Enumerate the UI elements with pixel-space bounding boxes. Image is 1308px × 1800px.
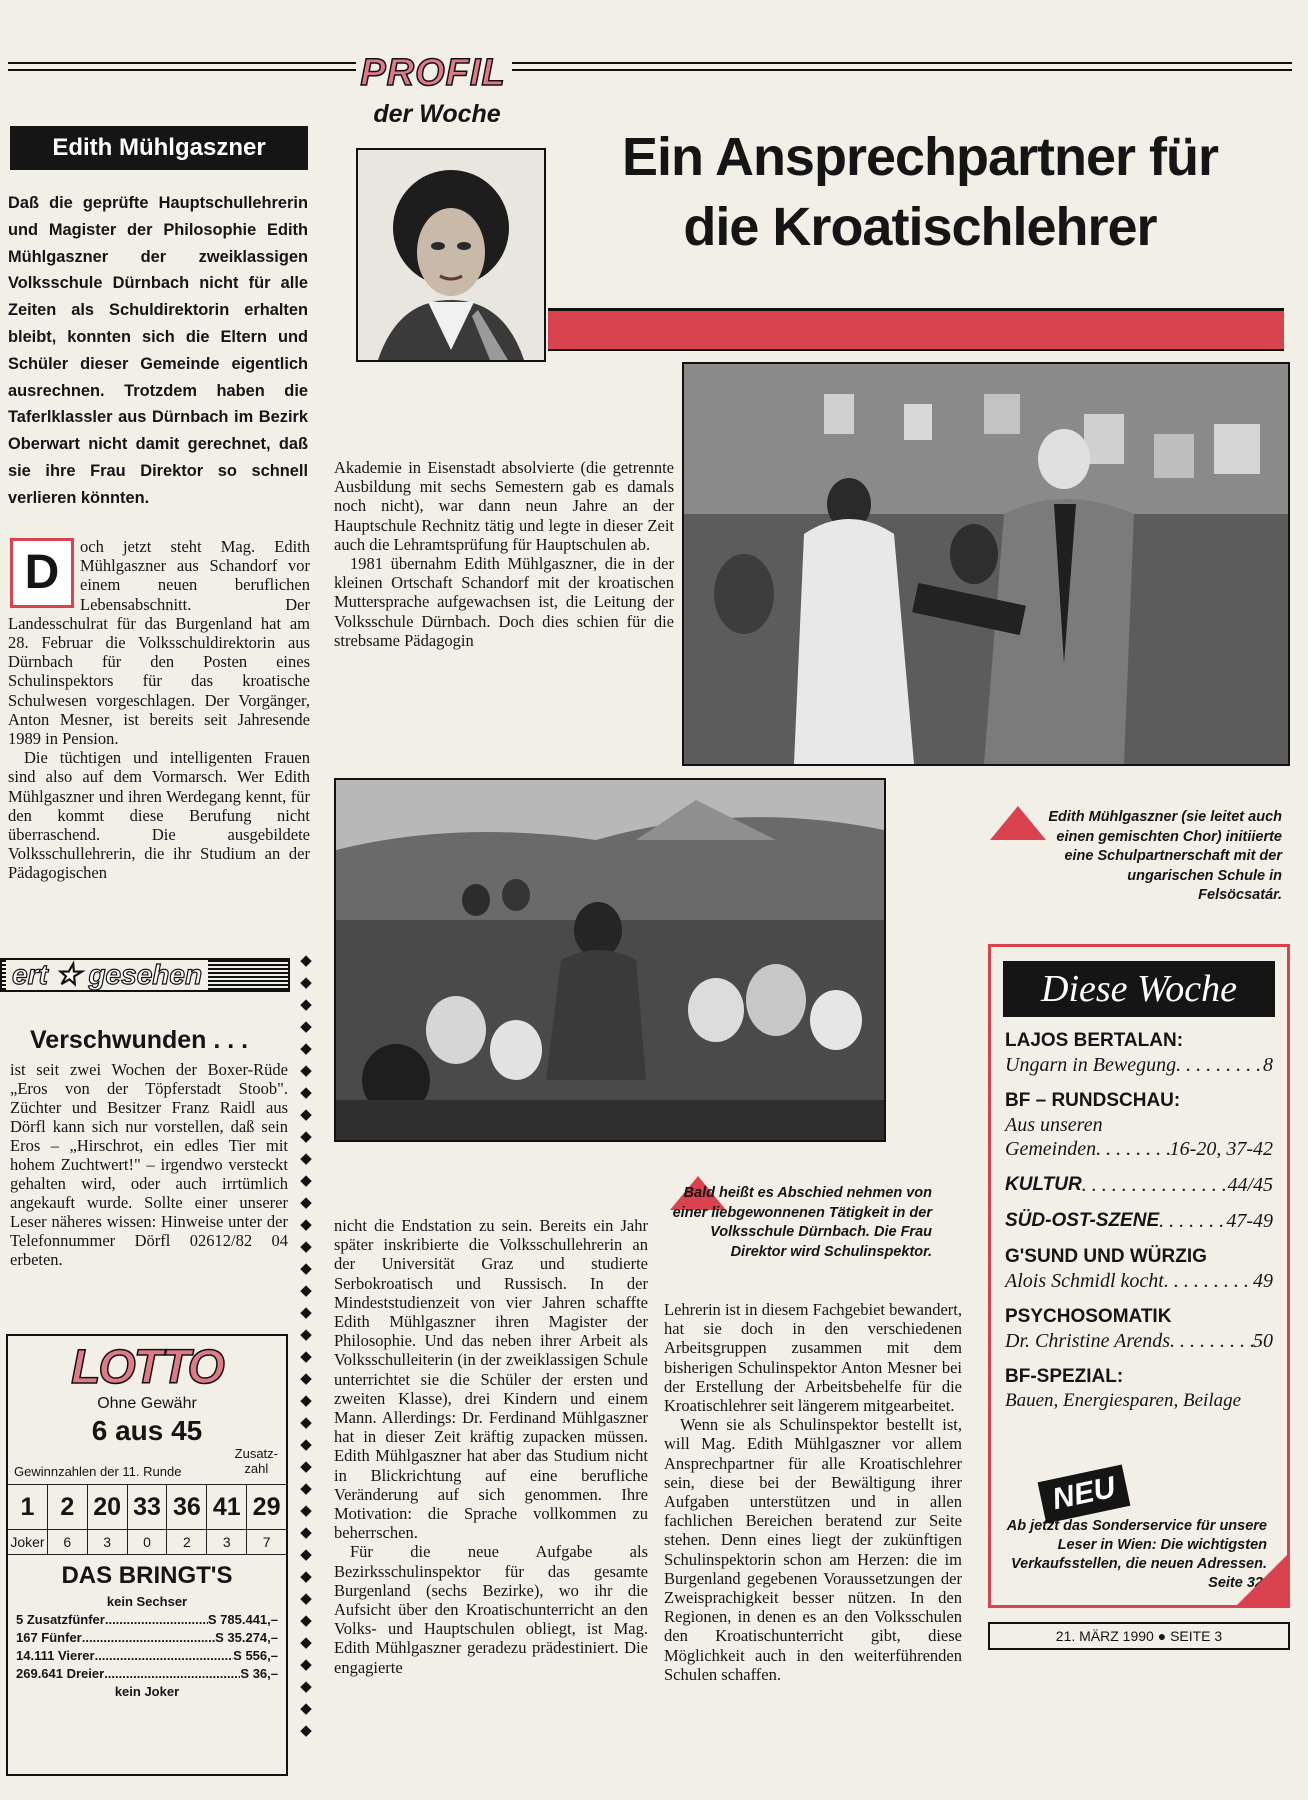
children-image bbox=[336, 780, 884, 1140]
diese-woche-item[interactable] bbox=[1005, 1089, 1273, 1161]
article-col2-p1: Akademie in Eisenstadt absolvierte (die getrennte Ausbildung mit sechs Semestern gab es damals noch nicht), war dann neun Jahre an der Hauptschule Rechnitz tätig und legte in dieser Zeit auch die Lehramtsprüfung für Hauptschulen ab. bbox=[334, 458, 674, 554]
neu-badge: NEU bbox=[1038, 1465, 1131, 1524]
lotto-number: 36 bbox=[166, 1485, 206, 1529]
caption-photo-handshake: Edith Mühlgaszner (sie leitet auch einen gemischten Chor) initiierte eine Schulpartnerschaft mit der ungarischen Schule in Felsöcsatár. bbox=[1048, 809, 1282, 903]
article-col1-p1: och jetzt steht Mag. Edith Mühlgaszner aus Schandorf vor einem neuen beruflichen Lebensabschnitt. Der Landesschulrat für das Burgenland hat am 28. Februar die Volksschuldirektorin aus Dürnbach für den Posten eines Schulinspektors für das kroatische Schulwesen vorgeschlagen. Der Vorgänger, Anton Mesner, ist bereits seit Jahresende 1989 in Pension. bbox=[8, 537, 310, 749]
lotto-joker-digit: 2 bbox=[166, 1530, 206, 1554]
diese-woche-box bbox=[988, 944, 1290, 1608]
item-head: BF-SPEZIAL: bbox=[1005, 1366, 1124, 1387]
lotto-joker-row bbox=[8, 1530, 286, 1555]
footer-dateline: 21. MÄRZ 1990 ● SEITE 3 bbox=[988, 1622, 1290, 1650]
handshake-image bbox=[684, 364, 1288, 764]
headline-line-2: die Kroatischlehrer bbox=[683, 197, 1157, 257]
item-page: 8 bbox=[1263, 1054, 1273, 1076]
article-col2 bbox=[334, 458, 674, 650]
article-col1 bbox=[8, 537, 310, 883]
photo-children bbox=[334, 778, 886, 1142]
item-page: 16-20, 37-42 bbox=[1169, 1138, 1273, 1160]
article-col1-p2: Die tüchtigen und intelligenten Frauen sind also auf dem Vormarsch. Wer Edith Mühlgaszner und ihren Werdegang kennt, für den kommt diese Berufung nicht überraschend. Die ausgebildete Volksschullehrerin, die ihr Studium an der Pädagogischen bbox=[8, 748, 310, 883]
top-rule-right bbox=[512, 62, 1292, 71]
lotto-gewinnzahlen-label: Gewinnzahlen der 11. Runde bbox=[14, 1464, 182, 1479]
lotto-number: 20 bbox=[87, 1485, 127, 1529]
diese-woche-item[interactable] bbox=[1005, 1209, 1273, 1233]
lotto-kein-joker: kein Joker bbox=[114, 1684, 180, 1699]
item-sub: Aus unseren bbox=[1005, 1114, 1103, 1136]
item-head: LAJOS BERTALAN: bbox=[1005, 1030, 1184, 1051]
diese-woche-title: Diese Woche bbox=[1003, 961, 1275, 1017]
caption1-triangle bbox=[990, 806, 1046, 840]
lotto-bringts: DAS BRINGT'S bbox=[61, 1562, 233, 1589]
lotto-payout-row bbox=[16, 1665, 278, 1683]
lotto-joker-digit: 7 bbox=[246, 1530, 286, 1554]
lotto-zusatz-number: 29 bbox=[246, 1485, 286, 1529]
item-sub: Bauen, Energiesparen, Beilage bbox=[1005, 1390, 1242, 1411]
item-sub: Ungarn in Bewegung bbox=[1005, 1054, 1177, 1076]
item-sub: Dr. Christine Arends bbox=[1005, 1330, 1171, 1352]
lotto-game: 6 aus 45 bbox=[91, 1415, 203, 1446]
item-sub: Alois Schmidl kocht bbox=[1005, 1270, 1164, 1292]
lotto-number: 2 bbox=[47, 1485, 87, 1529]
portrait-photo bbox=[356, 148, 546, 362]
portrait-image bbox=[358, 150, 544, 360]
item-page: 50 bbox=[1253, 1330, 1273, 1352]
neu-text: Ab jetzt das Sonderservice für unsere Leser in Wien: Die wichtigsten Verkaufsstellen, die neuen Adressen. Seite 32. bbox=[1006, 1518, 1267, 1591]
article-col2-p2: 1981 übernahm Edith Mühlgaszner, die in der kleinen Ortschaft Schandorf mit der kroatischen Muttersprache aufgewachsen ist, die Leitung der Volksschule Dürnbach. Doch dies schien für die strebsame Pädagogin bbox=[334, 554, 674, 650]
der-woche-label: der Woche bbox=[373, 100, 501, 128]
lotto-joker-digit: 3 bbox=[206, 1530, 246, 1554]
lotto-joker-digit: 6 bbox=[47, 1530, 87, 1554]
drop-cap: D bbox=[24, 546, 60, 599]
payout-label: 5 Zusatzfünfer bbox=[16, 1612, 105, 1627]
article-col3-p1: nicht die Endstation zu sein. Bereits ein Jahr später inskribierte die Volksschullehrerin an der Universität Graz und studierte Serbokroatisch und Russisch. In der Mindeststudienzeit von vier Jahren schaffte Edith Mühlgaszner ihren Magister der Philosophie. Und das neben ihrer Arbeit als Volksschulleiterin (in der zweiklassigen Schule unterrichtet sie die Schüler der ersten und zweiten Klasse), drei Kindern und einem Mann. Allerdings: Dr. Ferdinand Mühlgaszner hat in dieser Zeit kräftig zupacken müssen. Edith Mühlgaszner hat aber das Studium nicht in Blickrichtung auf eine berufliche Veränderung auf sich genommen. Ihre Motivation: die Sprache vollkommen zu beherrschen. bbox=[334, 1216, 648, 1543]
caption-photo-children: Bald heißt es Abschied nehmen von einer liebgewonnenen Tätigkeit in der Volksschule Dürnbach. Die Frau Direktor wird Schulinspektor. bbox=[672, 1185, 932, 1260]
payout-value: S 35.274,– bbox=[215, 1630, 278, 1645]
item-page: 44/45 bbox=[1227, 1174, 1273, 1196]
lotto-logo: LOTTO bbox=[71, 1341, 223, 1394]
lead-paragraph: Daß die geprüfte Hauptschullehrerin und Magister der Philosophie Edith Mühlgaszner der zweiklassigen Volksschule Dürnbach nicht für alle Zeiten als Schuldirektorin erhalten bleibt, konnten sich die Eltern und Schüler dieser Gemeinde eigentlich ausrechnen. Trotzdem haben die Taferlklassler aus Dürnbach im Bezirk Oberwart nicht damit gerechnet, daß sie ihre Frau Direktor so schnell verlieren könnten. bbox=[8, 194, 308, 507]
payout-label: 14.111 Vierer bbox=[16, 1648, 95, 1663]
payout-label: 269.641 Dreier bbox=[16, 1666, 105, 1681]
item-sub: Gemeinden bbox=[1005, 1138, 1097, 1160]
diese-woche-item[interactable] bbox=[1005, 1245, 1273, 1293]
diese-woche-item[interactable] bbox=[1005, 1029, 1273, 1077]
item-page: 49 bbox=[1253, 1270, 1273, 1292]
lotto-ohne-gewaehr: Ohne Gewähr bbox=[97, 1395, 197, 1412]
item-head: BF – RUNDSCHAU: bbox=[1005, 1090, 1181, 1111]
profil-label: PROFIL bbox=[360, 52, 506, 94]
article-col4-p1: Lehrerin ist in diesem Fachgebiet bewandert, hat sie doch in den verschiedenen Arbeitsgruppen zusammen mit dem bisherigen Schulinspektor Anton Mesner bei der Erstellung der Arbeitsbehelfe für die Kroatischlehrer seit längerem mitgearbeitet. bbox=[664, 1300, 962, 1416]
sidebar-text: ist seit zwei Wochen der Boxer-Rüde „Eros von der Töpferstadt Stoob". Züchter und Besitzer Franz Raidl aus Dörfl kann sich nur vorstellen, daß sein Eros – „Hirschrot, ein edles Tier mit hohem Zuchtwert!" – irgendwo versteckt gehalten wird, oder auch irrtümlich angekauft wurde. Sollte einer unserer Leser näheres wissen: Hinweise unter der Telefonnummer Dörfl 02612/82 04 erbeten. bbox=[10, 1060, 288, 1269]
item-head: SÜD-OST-SZENE bbox=[1005, 1210, 1160, 1231]
headline-line-1: Ein Ansprechpartner für bbox=[621, 127, 1219, 187]
item-head: KULTUR bbox=[1005, 1174, 1082, 1195]
item-page: 47-49 bbox=[1226, 1210, 1273, 1232]
page-curl-corner bbox=[1234, 1552, 1290, 1608]
lotto-box bbox=[6, 1334, 288, 1776]
lotto-kein-sechser: kein Sechser bbox=[106, 1594, 188, 1609]
diese-woche-item[interactable] bbox=[1005, 1365, 1273, 1412]
sidebar-banner-text: ert ★ gesehen bbox=[6, 960, 208, 990]
article-col4-p2: Wenn sie als Schulinspektor bestellt ist, will Mag. Edith Mühlgaszner vor allem Ansprechpartner für alle Kroatischlehrer sein, diese bei der Bewältigung ihrer Aufgaben unterstützen und in allen fachlichen Bereichen beratend zur Seite stehen. Denn eines liegt der zukünftigen Schulinspektorin schon am Herzen: die im Burgenland gegebenen Voraussetzungen der Zweisprachigkeit besser nützen. In den Regionen, in denen es an den Volksschulen den Kroatischunterricht gibt, diese Möglichkeit auch in den weiterführenden Schulen schaffen. bbox=[664, 1415, 962, 1684]
article-col3 bbox=[334, 1216, 648, 1677]
diese-woche-item[interactable] bbox=[1005, 1305, 1273, 1353]
lotto-joker-digit: 3 bbox=[87, 1530, 127, 1554]
name-box: Edith Mühlgaszner bbox=[10, 126, 308, 170]
item-head: PSYCHOSOMATIK bbox=[1005, 1306, 1172, 1327]
lotto-number: 33 bbox=[127, 1485, 167, 1529]
headline bbox=[570, 122, 1270, 262]
article-col4 bbox=[664, 1300, 962, 1684]
headline-red-bar bbox=[548, 308, 1284, 351]
photo-handshake bbox=[682, 362, 1290, 766]
lotto-numbers bbox=[8, 1484, 286, 1530]
lotto-joker-digit: 0 bbox=[127, 1530, 167, 1554]
article-col3-p2: Für die neue Aufgabe als Bezirksschulinspektor für das gesamte Burgenland (sechs Bezirke), wo ihr die Aufsicht über den Kroatischunterricht an den Volks- und Hauptschulen obliegt, ist Mag. Edith Mühlgaszner geradezu prädestiniert. Die engagierte bbox=[334, 1542, 648, 1677]
lotto-number: 1 bbox=[20, 1493, 35, 1521]
lotto-number: 41 bbox=[206, 1485, 246, 1529]
sidebar-diamond-column: ◆ ◆ ◆ ◆ ◆ ◆ ◆ ◆ ◆ ◆ ◆ ◆ ◆ ◆ ◆ ◆ ◆ ◆ ◆ ◆ ◆ ◆ ◆ ◆ ◆ ◆ ◆ ◆ ◆ ◆ ◆ ◆ ◆ ◆ ◆ ◆ bbox=[300, 953, 312, 1739]
item-head: G'SUND UND WÜRZIG bbox=[1005, 1246, 1207, 1267]
top-rule-left bbox=[8, 62, 356, 71]
lotto-payout-row bbox=[16, 1611, 278, 1629]
lotto-payout-row bbox=[16, 1629, 278, 1647]
lotto-zusatz-label: Zusatz- zahl bbox=[234, 1446, 278, 1476]
lotto-joker-label: Joker bbox=[10, 1534, 45, 1550]
payout-value: S 785.441,– bbox=[207, 1612, 278, 1627]
payout-value: S 556,– bbox=[233, 1648, 278, 1663]
sidebar-banner bbox=[0, 958, 290, 992]
payout-label: 167 Fünfer bbox=[16, 1630, 82, 1645]
diese-woche-item[interactable] bbox=[1005, 1173, 1273, 1197]
lotto-payout-row bbox=[16, 1647, 278, 1665]
sidebar-title: Verschwunden . . . bbox=[30, 1026, 249, 1054]
payout-value: S 36,– bbox=[240, 1666, 278, 1681]
